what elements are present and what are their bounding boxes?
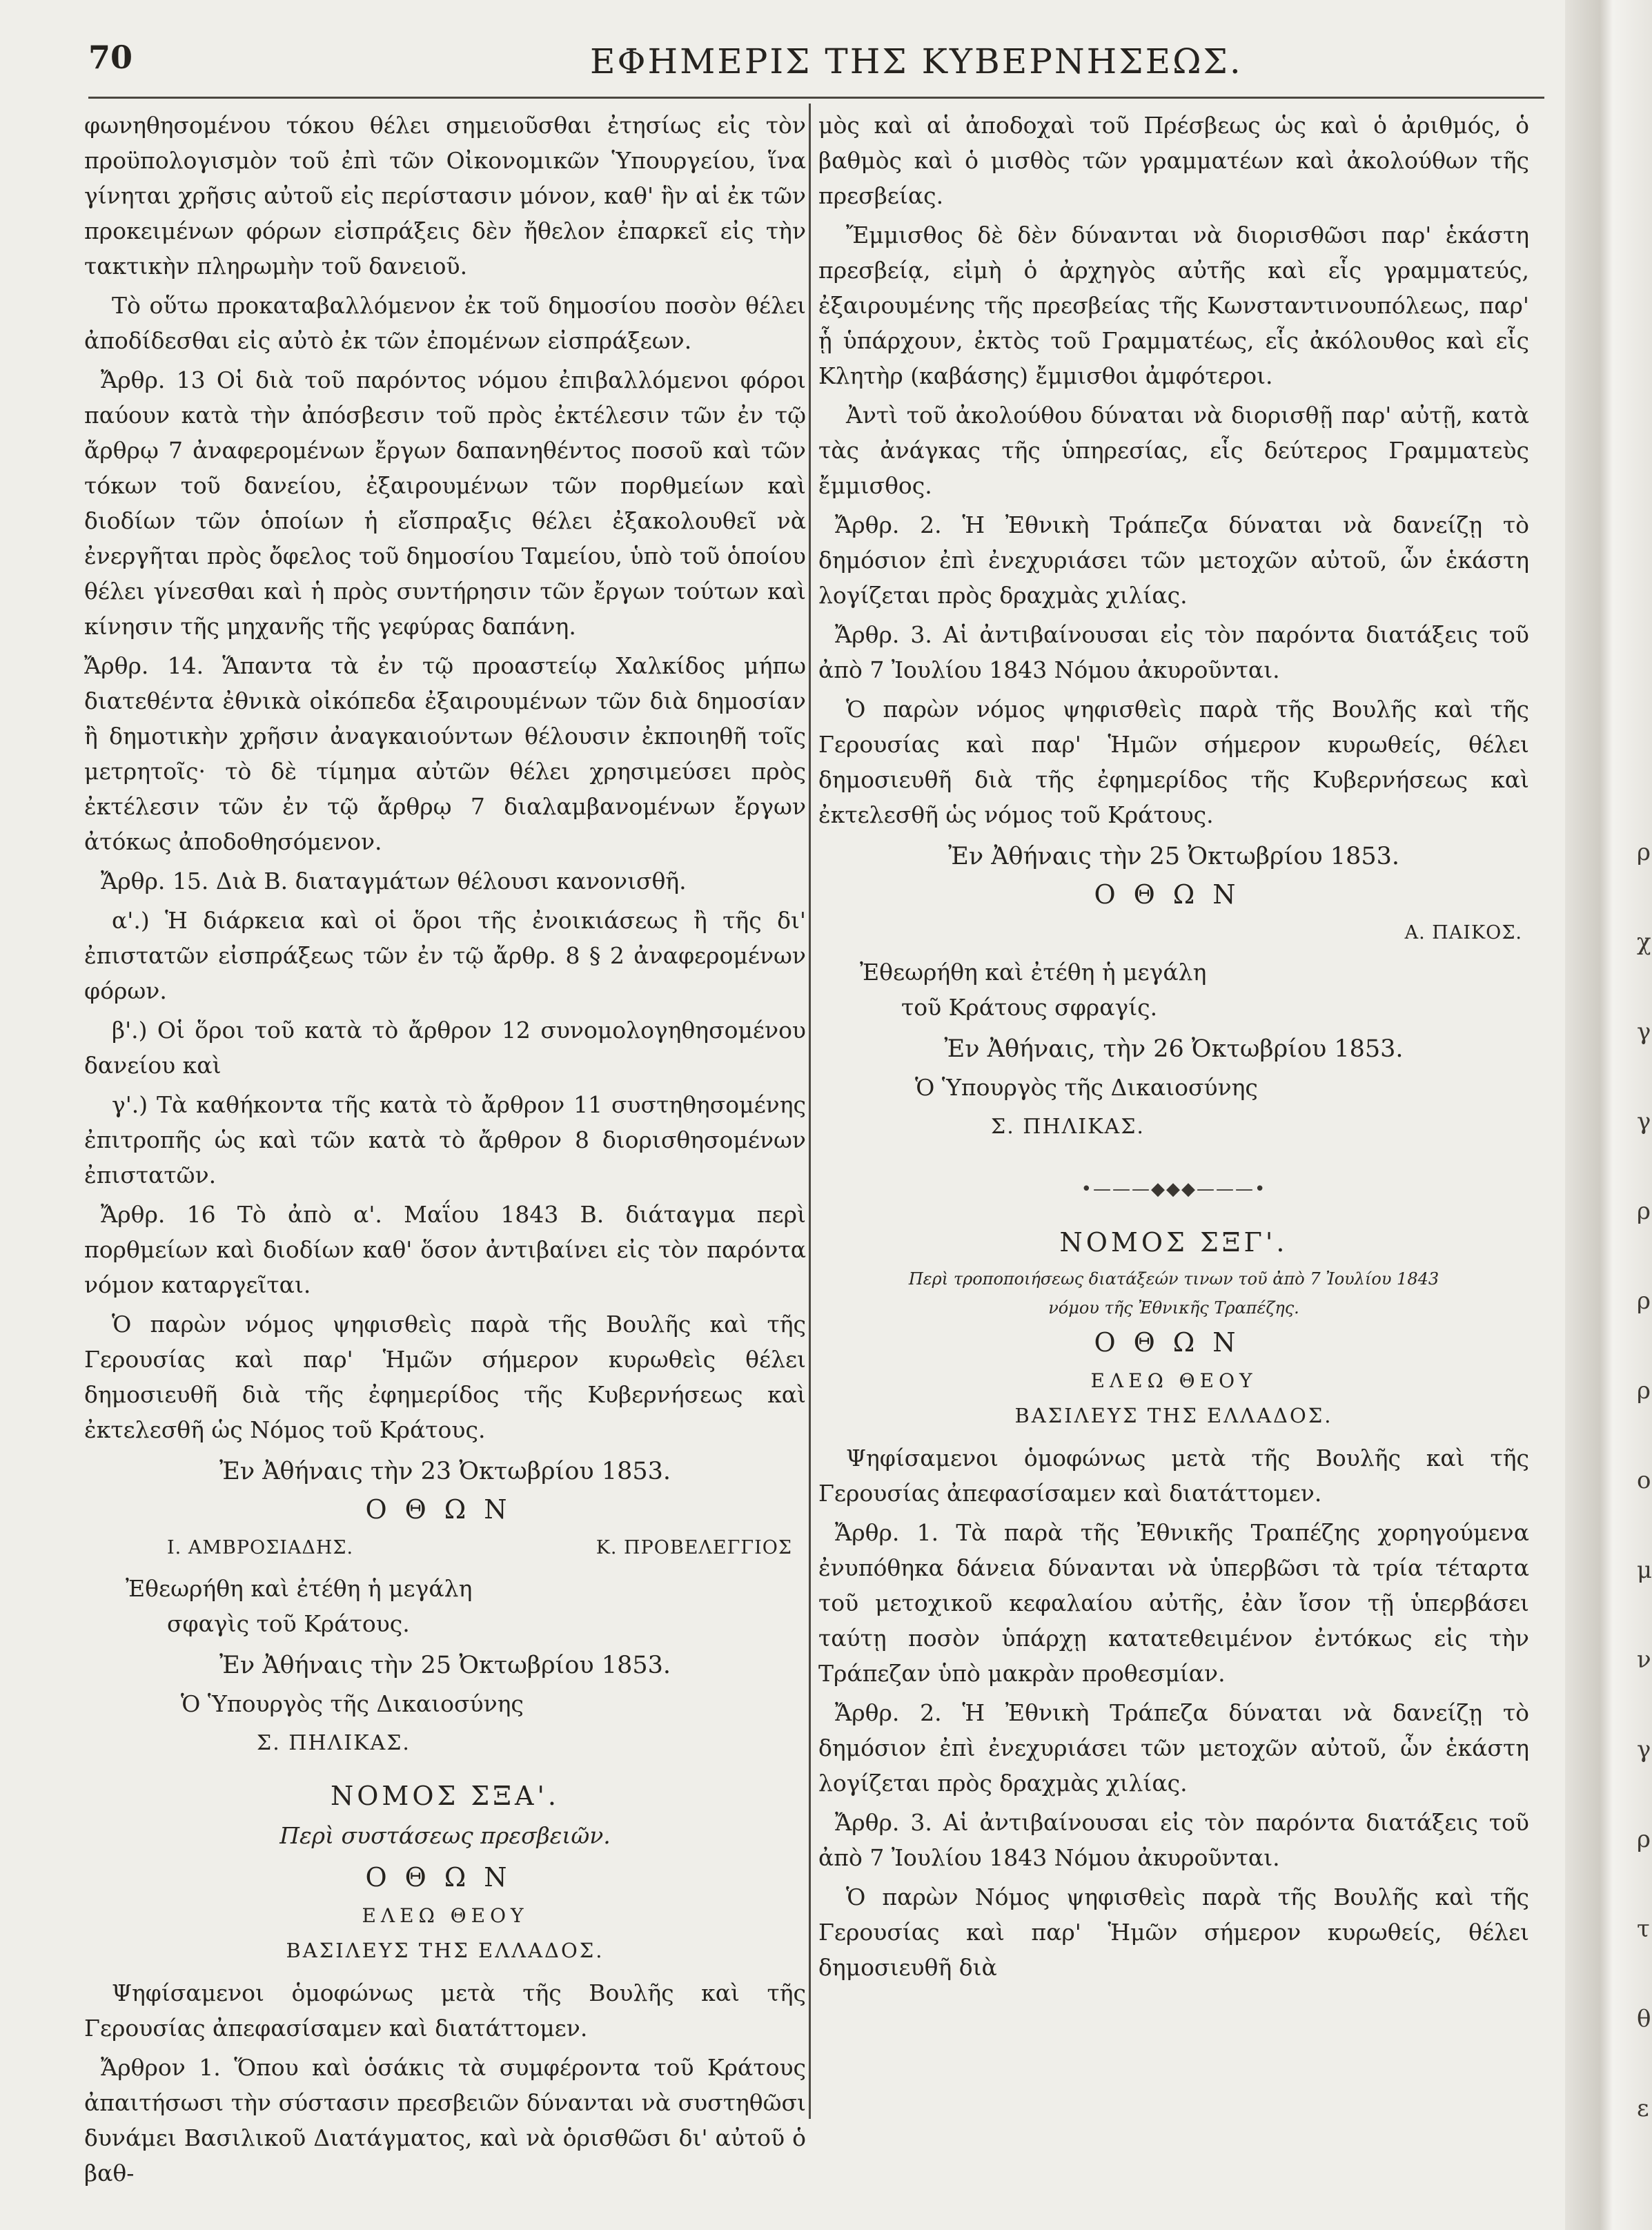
article-3: Ἄρθρ. 3. Αἱ ἀντιβαίνουσαι εἰς τὸν παρόντα διατάξεις τοῦ ἀπὸ 7 Ἰουλίου 1843 Νόμου ἀκυροῦνται. (818, 1809, 1529, 1871)
law-subtitle: Περὶ τροποποιήσεως διατάξεών τινων τοῦ ἀπὸ 7 Ἰουλίου 1843 (908, 1269, 1439, 1289)
preamble: Ψηφίσαμενοι ὁμοφώνως μετὰ τῆς Βουλῆς καὶ τῆς Γερουσίας ἀπεφασίσαμεν καὶ διατάττομεν. (818, 1445, 1529, 1507)
seal-note: Ἐθεωρήθη καὶ ἐτέθη ἡ μεγάλη (860, 959, 1207, 986)
paragraph: Ἀντὶ τοῦ ἀκολούθου δύναται νὰ διορισθῇ παρ' αὐτῇ, κατὰ τὰς ἀνάγκας τῆς ὑπηρεσίας, εἷς δεύτερος Γραμματεὺς ἔμμισθος. (818, 402, 1529, 499)
king-title: ΒΑΣΙΛΕΥΣ ΤΗΣ ΕΛΛΑΔΟΣ. (286, 1939, 604, 1962)
king-name: ΟΘΩΝ (365, 1862, 525, 1892)
minister-name: Σ. ΠΗΛΙΚΑΣ. (991, 1115, 1145, 1139)
king-name: ΟΘΩΝ (1094, 1327, 1254, 1358)
page-header (76, 39, 1546, 94)
article-2: Ἄρθρ. 2. Ἡ Ἐθνικὴ Τράπεζα δύναται νὰ δανείζῃ τὸ δημόσιον ἐπὶ ἐνεχυριάσει τῶν μετοχῶν αὐτοῦ, ὧν ἑκάστη λογίζεται πρὸς δραχμὰς χιλίας. (818, 511, 1529, 609)
header-rule (88, 97, 1544, 99)
edge-glyph: γ (1637, 1018, 1651, 1046)
law-title: ΝΟΜΟΣ ΣΞΑ'. (331, 1781, 560, 1811)
seal-note: Ἐθεωρήθη καὶ ἐτέθη ἡ μεγάλη (126, 1575, 473, 1602)
right-column (818, 108, 1529, 1989)
edge-glyph: θ (1637, 2005, 1651, 2033)
article-1: Ἄρθρ. 1. Τὰ παρὰ τῆς Ἐθνικῆς Τραπέζης χορηγούμενα ἐνυπόθηκα δάνεια δύνανται νὰ ὑπερβῶσι τὰ τρία τέταρτα τοῦ μετοχικοῦ κεφαλαίου αὐτῆς, ἐὰν ἴσον τῇ ὑπερβάσει ταύτῃ ποσὸν ὑπάρχῃ κατατεθειμένον ἐντόκως εἰς τὴν Τράπεζαν ὑπὸ μακρὰν προθεσμίαν. (818, 1519, 1529, 1687)
preamble: Ψηφίσαμενοι ὁμοφώνως μετὰ τῆς Βουλῆς καὶ τῆς Γερουσίας ἀπεφασίσαμεν καὶ διατάττομεν. (84, 1979, 806, 2042)
edge-glyph: ρ (1637, 1197, 1651, 1225)
edge-glyph: ρ (1637, 1287, 1651, 1315)
seal-note: τοῦ Κράτους σφραγίς. (901, 994, 1158, 1021)
closing-clause: Ὁ παρὼν νόμος ψηφισθεὶς παρὰ τῆς Βουλῆς καὶ τῆς Γερουσίας καὶ παρ' Ἡμῶν σήμερον κυρωθεὶς θέλει δημοσιευθῆ διὰ τῆς ἐφημερίδος τῆς Κυβερνήσεως καὶ ἐκτελεσθῆ ὡς Νόμος τοῦ Κράτους. (84, 1311, 806, 1443)
closing-clause: Ὁ παρὼν Νόμος ψηφισθεὶς παρὰ τῆς Βουλῆς καὶ τῆς Γερουσίας καὶ παρ' Ἡμῶν σήμερον κυρωθείς, θέλει δημοσιευθῆ διὰ (818, 1884, 1529, 1981)
king-name: ΟΘΩΝ (1094, 879, 1254, 910)
article-13: Ἄρθρ. 13 Οἱ διὰ τοῦ παρόντος νόμου ἐπιβαλλόμενοι φόροι παύουν κατὰ τὴν ἀπόσβεσιν τοῦ πρὸς ἐκτέλεσιν τῶν ἐν τῷ ἄρθρῳ 7 ἀναφερομένων ἔργων δαπανηθέντος ποσοῦ καὶ τῶν τόκων τοῦ δανείου, ἐξαιρουμένων τῶν πορθμείων καὶ διοδίων τῶν ὁποίων ἡ εἴσπραξις θέλει ἐξακολουθεῖ νὰ ἐνεργῆται πρὸς ὄφελος τοῦ δημοσίου Ταμείου, ὑπὸ τοῦ ὁποίου θέλει γίνεσθαι καὶ ἡ πρὸς συντήρησιν τῶν ἔργων τούτων καὶ κίνησιν τῆς μηχανῆς τῆς γεφύρας δαπάνη. (84, 366, 806, 640)
paragraph: μὸς καὶ αἱ ἀποδοχαὶ τοῦ Πρέσβεως ὡς καὶ ὁ ἀριθμός, ὁ βαθμὸς καὶ ὁ μισθὸς τῶν γραμματέων καὶ ἀκολούθων τῆς πρεσβείας. (818, 112, 1529, 209)
facing-page-edge (1637, 808, 1652, 2153)
seal-note: σφαγὶς τοῦ Κράτους. (167, 1610, 410, 1637)
article-3: Ἄρθρ. 3. Αἱ ἀντιβαίνουσαι εἰς τὸν παρόντα διατάξεις τοῦ ἀπὸ 7 Ἰουλίου 1843 Νόμου ἀκυροῦνται. (818, 621, 1529, 683)
article-15: Ἄρθρ. 15. Διὰ Β. διαταγμάτων θέλουσι κανονισθῆ. (101, 868, 687, 894)
edge-glyph: μ (1637, 1556, 1652, 1584)
date-line: Ἐν Ἀθήναις τὴν 25 Ὀκτωβρίου 1853. (947, 843, 1399, 870)
edge-glyph: γ (1637, 1736, 1651, 1763)
edge-glyph: χ (1637, 928, 1651, 956)
date-line: Ἐν Ἀθήναις τὴν 25 Ὀκτωβρίου 1853. (219, 1652, 671, 1679)
edge-glyph: ν (1637, 1646, 1651, 1674)
column-divider (809, 104, 811, 2119)
edge-glyph: ο (1637, 1467, 1651, 1494)
law-title: ΝΟΜΟΣ ΣΞΓ'. (1059, 1227, 1288, 1258)
paragraph: Ἔμμισθος δὲ δὲν δύνανται νὰ διορισθῶσι παρ' ἑκάστη πρεσβείᾳ, εἰμὴ ὁ ἀρχηγὸς αὐτῆς καὶ εἷς γραμματεύς, ἐξαιρουμένης τῆς πρεσβείας τῆς Κωνσταντινουπόλεως, παρ' ᾗ ὑπάρχουν, ἐκτὸς τοῦ Γραμματέως, εἷς ἀκόλουθος καὶ εἷς Κλητὴρ (καβάσης) ἔμμισθοι ἀμφότεροι. (818, 222, 1529, 389)
edge-glyph: ρ (1637, 1377, 1651, 1405)
closing-clause: Ὁ παρὼν νόμος ψηφισθεὶς παρὰ τῆς Βουλῆς καὶ τῆς Γερουσίας καὶ παρ' Ἡμῶν σήμερον κυρωθείς, θέλει δημοσιευθῆ διὰ τῆς ἐφημερίδος τῆς Κυβερνήσεως καὶ ἐκτελεσθῆ ὡς νόμος τοῦ Κράτους. (818, 696, 1529, 828)
journal-title: ΕΦΗΜΕΡΙΣ ΤΗΣ ΚΥΒΕΡΝΗΣΕΩΣ. (590, 41, 1243, 81)
signatures-row (84, 1530, 806, 1565)
left-column (84, 108, 806, 2195)
paragraph: φωνηθησομένου τόκου θέλει σημειοῦσθαι ἐτησίως εἰς τὸν προϋπολογισμὸν τοῦ ἐπὶ τῶν Οἰκονομικῶν Ὑπουργείου, ἵνα γίνηται χρῆσις αὐτοῦ εἰς περίστασιν μόνον, καθ' ἣν αἱ ἐκ τῶν προκειμένων φόρων εἰσπράξεις δὲν ἤθελον ἐπαρκεῖ εἰς τὴν τακτικὴν πληρωμὴν τοῦ δανειοῦ. (84, 112, 806, 280)
article-15-c: γ'.) Τὰ καθήκοντα τῆς κατὰ τὸ ἄρθρον 11 συστηθησομένης ἐπιτροπῆς ὡς καὶ τῶν κατὰ τὸ ἄρθρον 8 διορισθησομένων ἐπιστατῶν. (84, 1091, 806, 1189)
article-2: Ἄρθρ. 2. Ἡ Ἐθνικὴ Τράπεζα δύναται νὰ δανείζῃ τὸ δημόσιον ἐπὶ ἐνεχυριάσει τῶν μετοχῶν αὐτοῦ, ὧν ἑκάστη λογίζεται πρὸς δραχμὰς χιλίας. (818, 1699, 1529, 1797)
king-title: ΒΑΣΙΛΕΥΣ ΤΗΣ ΕΛΛΑΔΟΣ. (1014, 1404, 1333, 1427)
by-grace-of-god: ΕΛΕΩ ΘΕΟΥ (362, 1904, 529, 1927)
edge-glyph: τ (1637, 1915, 1650, 1943)
king-name: ΟΘΩΝ (365, 1494, 525, 1525)
signature: Α. ΠΑΙΚΟΣ. (1404, 922, 1522, 943)
paragraph: Τὸ οὕτω προκαταβαλλόμενον ἐκ τοῦ δημοσίου ποσὸν θέλει ἀποδίδεσθαι εἰς αὐτὸ ἐκ τῶν ἐπομένων εἰσπράξεων. (84, 292, 806, 354)
law-subtitle: Περὶ συστάσεως πρεσβειῶν. (279, 1822, 611, 1849)
date-line: Ἐν Ἀθήναις τὴν 23 Ὀκτωβρίου 1853. (219, 1458, 671, 1485)
article-15-b: β'.) Οἱ ὅροι τοῦ κατὰ τὸ ἄρθρον 12 συνομολογηθησομένου δανείου καὶ (84, 1017, 806, 1079)
article-14: Ἄρθρ. 14. Ἅπαντα τὰ ἐν τῷ προαστείῳ Χαλκίδος μήπω διατεθέντα ἐθνικὰ οἰκόπεδα ἐξαιρουμένων τῶν διὰ δημοσίαν ἢ δημοτικὴν χρῆσιν ἀναγκαιούντων θέλουσιν ἐκποιηθῆ τοῖς μετρητοῖς· τὸ δὲ τίμημα αὐτῶν θέλει χρησιμεύσει πρὸς ἐκτέλεσιν τῶν ἐν τῷ ἄρθρῳ 7 διαλαμβανομένων ἔργων ἀτόκως ἀποδοθησόμενον. (84, 652, 806, 855)
article-15-a: α'.) Ἡ διάρκεια καὶ οἱ ὅροι τῆς ἐνοικιάσεως ἢ τῆς δι' ἐπιστατῶν εἰσπράξεως τῶν ἐν τῷ ἄρθρ. 8 § 2 ἀναφερομένων φόρων. (84, 907, 806, 1004)
minister-title: Ὁ Ὑπουργὸς τῆς Δικαιοσύνης (915, 1074, 1258, 1101)
by-grace-of-god: ΕΛΕΩ ΘΕΟΥ (1090, 1369, 1257, 1392)
signature: Ι. ΑΜΒΡΟΣΙΑΔΗΣ. (167, 1537, 354, 1558)
ornament-divider: •———◆◆◆———• (1081, 1179, 1267, 1200)
article-16: Ἄρθρ. 16 Τὸ ἀπὸ α'. Μαΐου 1843 Β. διάταγμα περὶ πορθμείων καὶ διοδίων καθ' ὅσον ἀντιβαίνει εἰς τὸν παρόντα νόμον καταργεῖται. (84, 1201, 806, 1298)
law-subtitle: νόμου τῆς Ἐθνικῆς Τραπέζης. (1048, 1298, 1299, 1318)
edge-glyph: ρ (1637, 1826, 1651, 1853)
signature: Κ. ΠΡΟΒΕΛΕΓΓΙΟΣ (596, 1537, 792, 1558)
date-line: Ἐν Ἀθήναις, τὴν 26 Ὀκτωβρίου 1853. (944, 1035, 1404, 1063)
article-1: Ἄρθρον 1. Ὅπου καὶ ὁσάκις τὰ συμφέροντα τοῦ Κράτους ἀπαιτήσωσι τὴν σύστασιν πρεσβειῶν δύνανται νὰ συστηθῶσι δυνάμει Βασιλικοῦ Διατάγματος, καὶ νὰ ὁρισθῶσι δι' αὐτοῦ ὁ βαθ- (84, 2054, 806, 2187)
edge-glyph: γ (1637, 1108, 1651, 1135)
edge-glyph: ε (1637, 2095, 1649, 2122)
minister-name: Σ. ΠΗΛΙΚΑΣ. (257, 1731, 411, 1755)
minister-title: Ὁ Ὑπουργὸς τῆς Δικαιοσύνης (181, 1690, 524, 1717)
page-number: 70 (88, 39, 133, 76)
edge-glyph: ρ (1637, 839, 1651, 866)
